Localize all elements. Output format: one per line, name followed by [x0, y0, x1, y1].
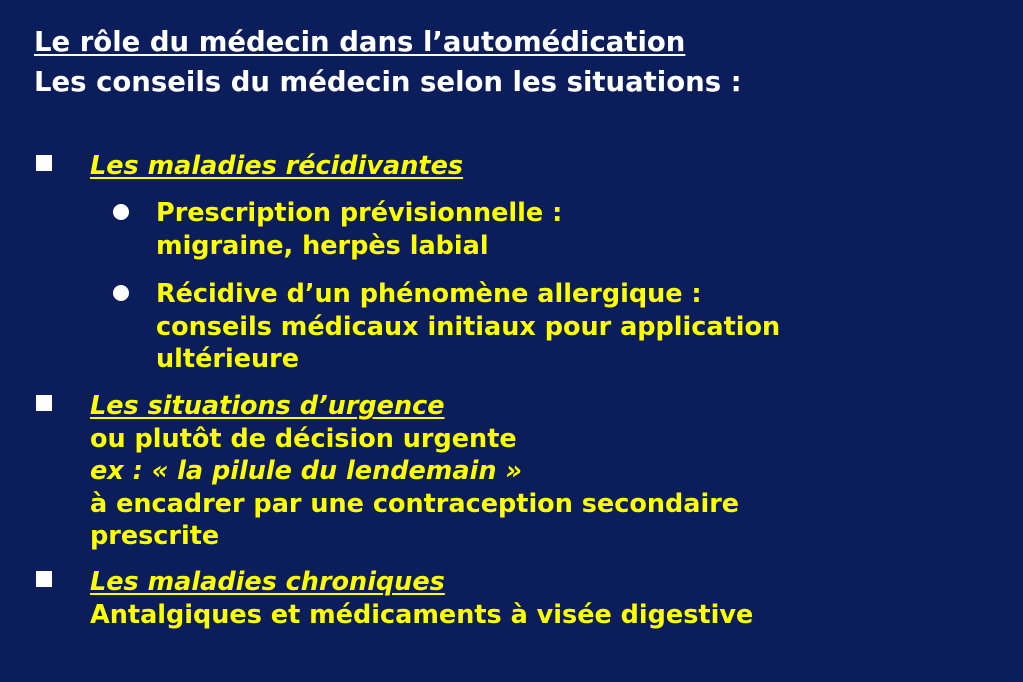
bullet-line: Récidive d’un phénomène allergique : [156, 279, 702, 309]
bullet-line: Prescription prévisionnelle : [156, 198, 563, 228]
slide-title [34, 22, 742, 102]
section-chronic [90, 566, 753, 631]
section-emergency [90, 390, 739, 553]
section-line: Antalgiques et médicaments à visée digestive [90, 599, 754, 630]
section-heading: Les maladies récidivantes [90, 151, 464, 181]
section-recurrent [90, 150, 463, 183]
section-line: à encadrer par une contraception secondaire [90, 488, 740, 519]
title-line-2: Les conseils du médecin selon les situations : [34, 66, 742, 98]
bullet-line: conseils médicaux initiaux pour application [156, 311, 781, 342]
bullet-item [156, 197, 562, 262]
square-bullet-icon [36, 395, 52, 411]
title-line-1: Le rôle du médecin dans l’automédication [34, 26, 686, 58]
section-heading: Les situations d’urgence [90, 391, 445, 421]
square-bullet-icon [36, 571, 52, 587]
bullet-item [156, 278, 780, 376]
round-bullet-icon [113, 204, 129, 220]
square-bullet-icon [36, 155, 52, 171]
section-heading: Les maladies chroniques [90, 567, 445, 597]
section-line: prescrite [90, 521, 220, 551]
bullet-line: ultérieure [156, 344, 300, 374]
section-line: ex : « la pilule du lendemain » [90, 456, 522, 486]
bullet-line: migraine, herpès labial [156, 230, 489, 261]
round-bullet-icon [113, 285, 129, 301]
section-line: ou plutôt de décision urgente [90, 423, 517, 454]
